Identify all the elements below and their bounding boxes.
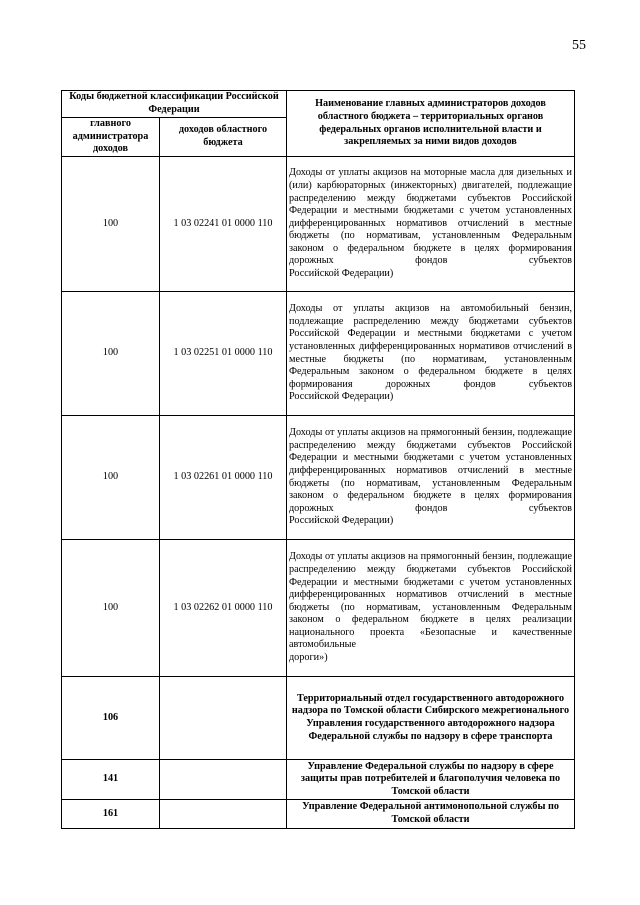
income-description: Доходы от уплаты акцизов на автомобильный бензин, подлежащие распределению между бюджетами субъектов Российской Федерации и местными бюджетами с учетом установленных дифференцированных нормативов отчислений в местные бюджеты (по нормативам, установленным Федеральным законом о федеральном бюджете в целях формирования дорожных фондов субъектов Российской Федерации) (287, 292, 575, 416)
income-description: Доходы от уплаты акцизов на прямогонный бензин, подлежащие распределению между бюджетами субъектов Российской Федерации и местными бюджетами с учетом установленных дифференцированных нормативов отчислений в местные бюджеты (по нормативам, установленным Федеральным законом о федеральном бюджете в целях реализации национального проекта «Безопасные и качественные автомобильные дороги») (287, 540, 575, 677)
admin-code: 100 (62, 292, 160, 416)
table-row (62, 416, 575, 540)
header-codes-group: Коды бюджетной классификации Российской Федерации (62, 91, 287, 118)
administrator-name: Управление Федеральной антимонопольной службы по Томской области (287, 800, 575, 829)
table-row (62, 800, 575, 829)
budget-classification-table (61, 90, 575, 829)
table-row (62, 760, 575, 800)
income-code: 1 03 02261 01 0000 110 (160, 416, 287, 540)
income-code: 1 03 02251 01 0000 110 (160, 292, 287, 416)
income-code-empty (160, 800, 287, 829)
page-number: 55 (572, 38, 586, 53)
header-income-column: доходов областного бюджета (160, 118, 287, 157)
income-code-empty (160, 760, 287, 800)
income-description: Доходы от уплаты акцизов на моторные масла для дизельных и (или) карбюраторных (инжекторных) двигателей, подлежащие распределению между бюджетами субъектов Российской Федерации и местными бюджетами с учетом установленных дифференцированных нормативов отчислений в местные бюджеты (по нормативам, установленным Федеральным законом о федеральном бюджете в целях формирования дорожных фондов субъектов Российской Федерации) (287, 157, 575, 292)
income-code: 1 03 02241 01 0000 110 (160, 157, 287, 292)
administrator-name: Территориальный отдел государственного автодорожного надзора по Томской области Сибирского межрегионального Управления государственного автодорожного надзора Федеральной службы по надзору в сфере транспорта (287, 677, 575, 760)
income-code-empty (160, 677, 287, 760)
header-name-column: Наименование главных администраторов доходов областного бюджета – территориальных органов федеральных органов исполнительной власти и закрепляемых за ними видов доходов (287, 91, 575, 157)
admin-code: 100 (62, 416, 160, 540)
table-row (62, 292, 575, 416)
table-row (62, 157, 575, 292)
admin-code: 106 (62, 677, 160, 760)
admin-code: 141 (62, 760, 160, 800)
admin-code: 161 (62, 800, 160, 829)
income-description: Доходы от уплаты акцизов на прямогонный бензин, подлежащие распределению между бюджетами субъектов Российской Федерации и местными бюджетами с учетом установленных дифференцированных нормативов отчислений в местные бюджеты (по нормативам, установленным Федеральным законом о федеральном бюджете в целях формирования дорожных фондов субъектов Российской Федерации) (287, 416, 575, 540)
header-admin-column: главного администратора доходов (62, 118, 160, 157)
table-row (62, 677, 575, 760)
income-code: 1 03 02262 01 0000 110 (160, 540, 287, 677)
admin-code: 100 (62, 540, 160, 677)
table-header-row (62, 91, 575, 118)
administrator-name: Управление Федеральной службы по надзору в сфере защиты прав потребителей и благополучия человека по Томской области (287, 760, 575, 800)
admin-code: 100 (62, 157, 160, 292)
table-row (62, 540, 575, 677)
